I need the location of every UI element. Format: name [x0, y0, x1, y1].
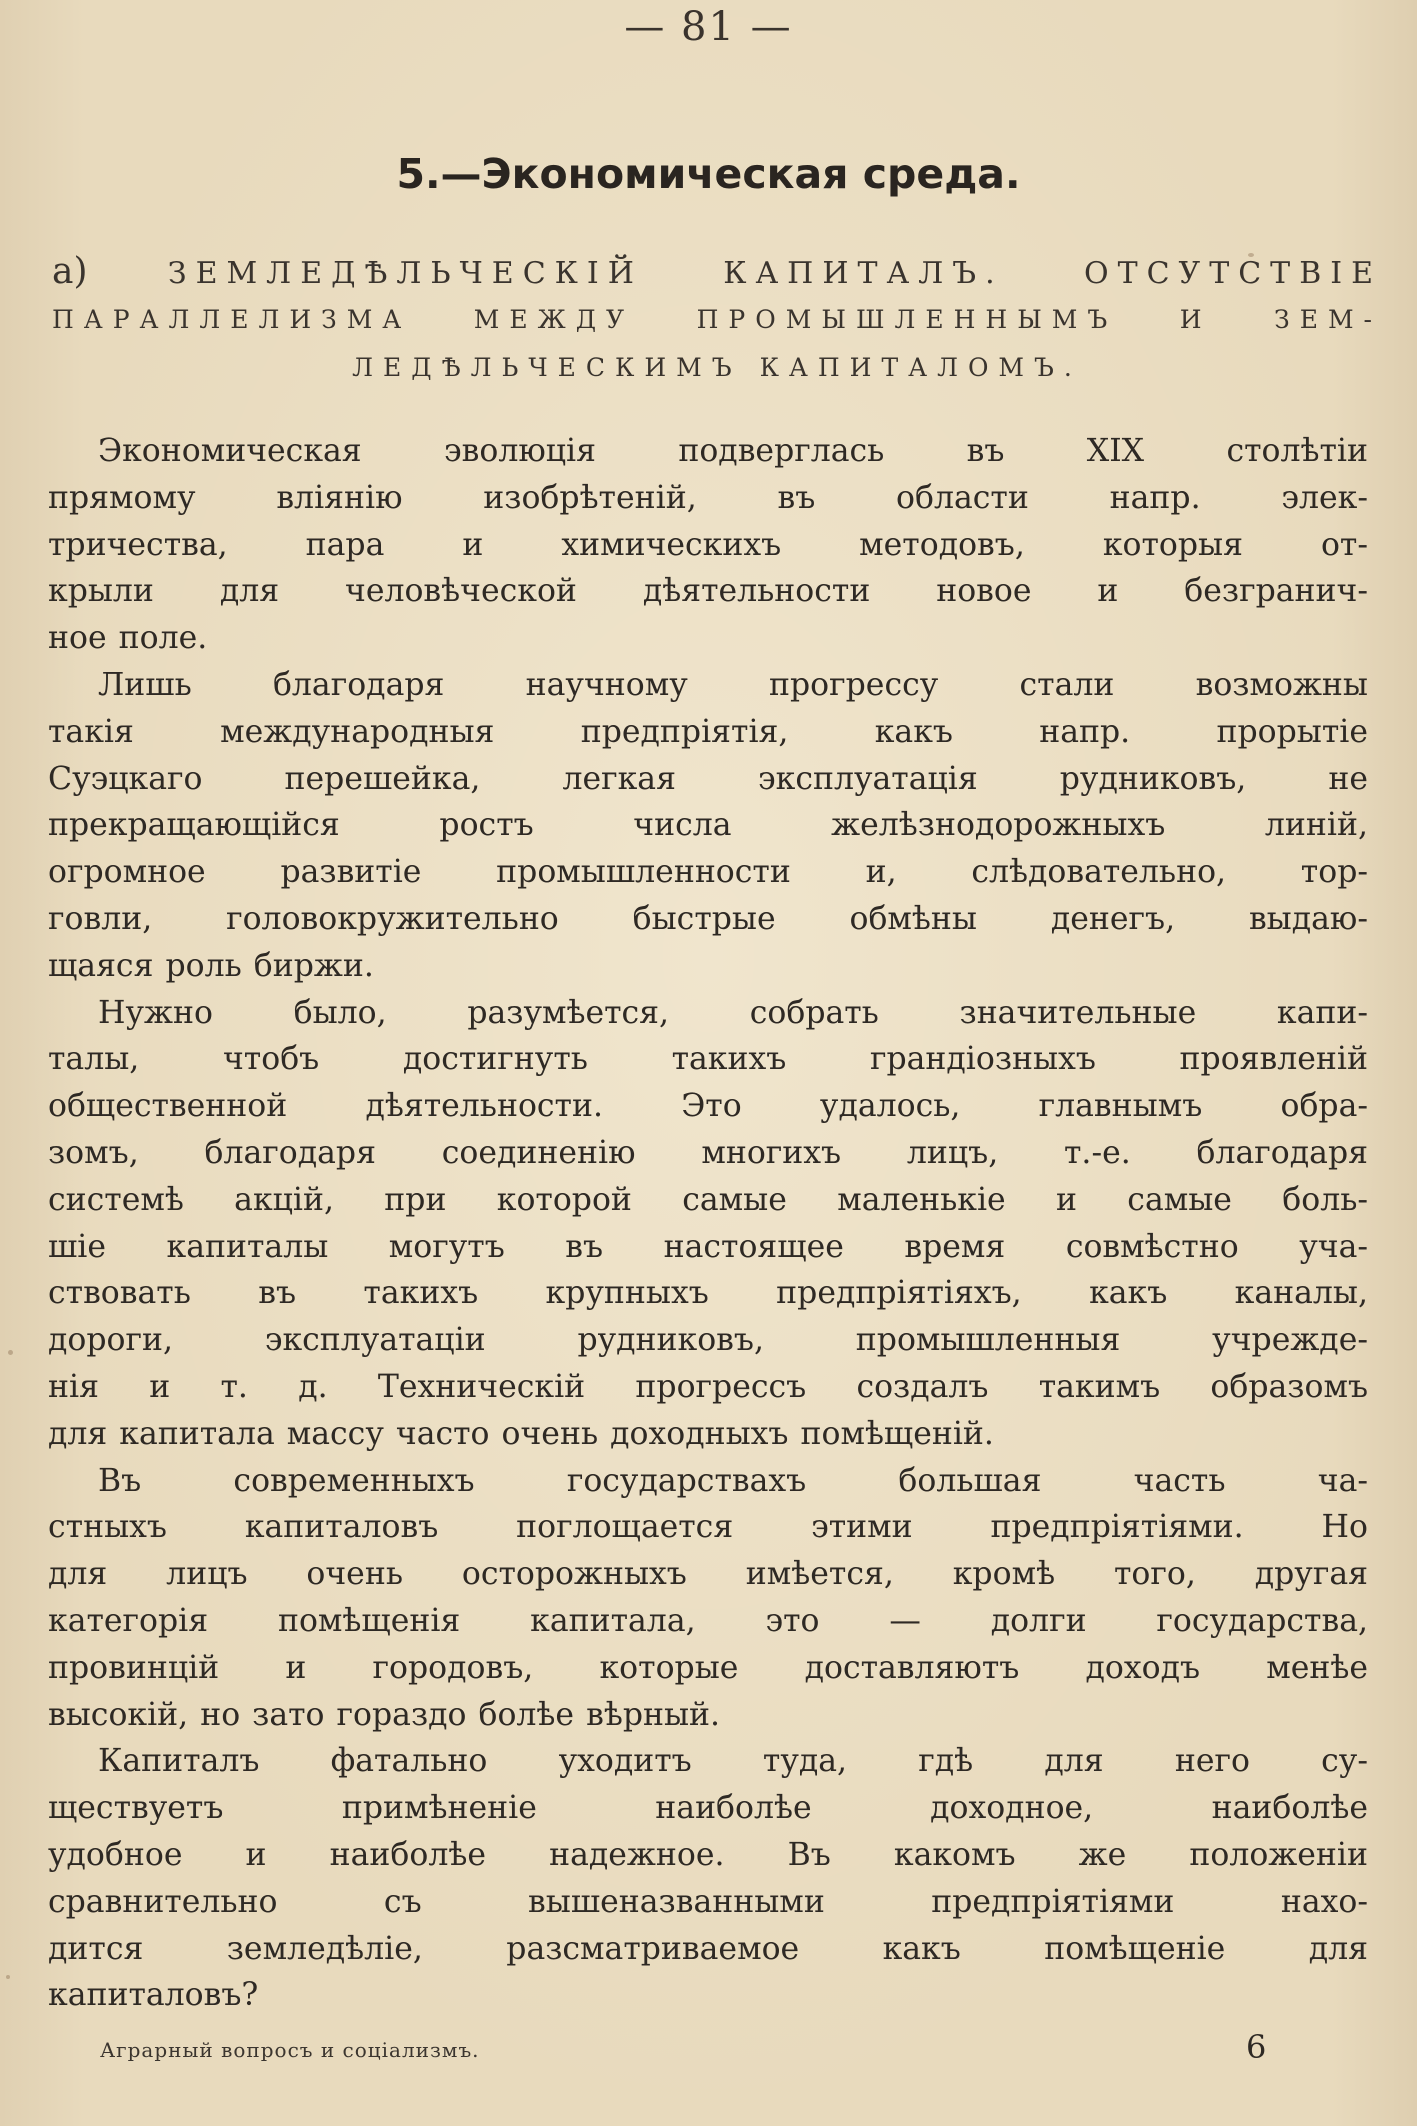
section-title: 5.—Экономическая среда. [396, 150, 1021, 198]
paragraph-line: нія и т. д. Техническій прогрессъ создалъ такимъ образомъ [48, 1368, 1368, 1405]
paragraph-line: Нужно было, разумѣется, собрать значительные капи- [98, 994, 1368, 1031]
paragraph-line: говли, головокружительно быстрые обмѣны денегъ, выдаю- [48, 900, 1368, 937]
paragraph-line: зомъ, благодаря соединенію многихъ лицъ, т.-е. благодаря [48, 1134, 1368, 1171]
body-text [48, 428, 1368, 2019]
signature-mark: 6 [1246, 2028, 1267, 2066]
paragraph-line: провинцій и городовъ, которые доставляютъ доходъ менѣе [48, 1649, 1368, 1686]
paragraph-line: Суэцкаго перешейка, легкая эксплуатація рудниковъ, не [48, 760, 1368, 797]
paragraph-line: прекращающійся ростъ числа желѣзнодорожныхъ линій, [48, 807, 1368, 844]
paragraph-line: ное поле. [48, 620, 208, 657]
paragraph-line: удобное и наиболѣе надежное. Въ какомъ же положеніи [48, 1836, 1368, 1873]
paragraph-line: Капиталъ фатально уходитъ туда, гдѣ для него су- [98, 1743, 1368, 1780]
paragraph-line: системѣ акцій, при которой самые маленькіе и самые боль- [48, 1181, 1368, 1218]
paragraph-line: Экономическая эволюція подверглась въ XIX столѣтіи [98, 433, 1368, 469]
paper-speck [6, 1975, 10, 1979]
subheading-lead: а) [52, 251, 88, 292]
paragraph-line: такія международныя предпріятія, какъ напр. прорытіе [48, 713, 1368, 750]
page-number: — 81 — [624, 4, 793, 50]
paper-speck [8, 1350, 13, 1355]
paragraph-line: ствовать въ такихъ крупныхъ предпріятіяхъ, какъ каналы, [48, 1275, 1368, 1312]
subheading [52, 248, 1382, 392]
paragraph-line: капиталовъ? [48, 1977, 259, 2014]
subheading-line [52, 248, 1382, 296]
paragraph-line: категорія помѣщенія капитала, это — долги государства, [48, 1602, 1368, 1639]
paragraph-line: для капитала массу часто очень доходныхъ помѣщеній. [48, 1415, 994, 1452]
subheading-line: ПАРАЛЛЕЛИЗМА МЕЖДУ ПРОМЫШЛЕННЫМЪ И ЗЕМ- [52, 305, 1382, 334]
paragraph-line: стныхъ капиталовъ поглощается этими предпріятіями. Но [48, 1509, 1368, 1546]
paragraph-line: ществуетъ примѣненіе наиболѣе доходное, наиболѣе [48, 1790, 1368, 1827]
paragraph-line: огромное развитіе промышленности и, слѣдовательно, тор- [48, 854, 1368, 891]
subheading-line: ЛЕДѢЛЬЧЕСКИМЪ КАПИТАЛОМЪ. [352, 353, 1082, 382]
running-title: Аграрный вопросъ и соціализмъ. [100, 2038, 480, 2062]
subheading-line-text: ЗЕМЛЕДѢЛЬЧЕСКІЙ КАПИТАЛЪ. ОТСУТСТВІЕ [167, 256, 1382, 291]
paragraph-line: шіе капиталы могутъ въ настоящее время совмѣстно уча- [48, 1228, 1368, 1265]
paragraph-line: сравнительно съ вышеназванными предпріятіями нахо- [48, 1883, 1368, 1920]
paragraph-line: высокій, но зато гораздо болѣе вѣрный. [48, 1696, 721, 1733]
paragraph-line: тричества, пара и химическихъ методовъ, которыя от- [48, 526, 1368, 563]
paragraph-line: талы, чтобъ достигнуть такихъ грандіозныхъ проявленій [48, 1041, 1368, 1078]
paragraph-line: крыли для человѣческой дѣятельности новое и безгранич- [48, 573, 1368, 610]
paragraph-line: дороги, эксплуатаціи рудниковъ, промышленныя учрежде- [48, 1322, 1368, 1359]
paragraph-line: общественной дѣятельности. Это удалось, главнымъ обра- [48, 1088, 1368, 1125]
paragraph-line: для лицъ очень осторожныхъ имѣется, кромѣ того, другая [48, 1556, 1368, 1593]
paragraph-line: Въ современныхъ государствахъ большая часть ча- [98, 1462, 1368, 1499]
paragraph-line: Лишь благодаря научному прогрессу стали возможны [98, 666, 1368, 703]
paper-speck [1248, 253, 1254, 257]
paragraph-line: дится земледѣліе, разсматриваемое какъ помѣщеніе для [48, 1930, 1368, 1967]
paragraph-line: прямому вліянію изобрѣтеній, въ области напр. элек- [48, 479, 1368, 516]
paragraph-line: щаяся роль биржи. [48, 947, 374, 984]
